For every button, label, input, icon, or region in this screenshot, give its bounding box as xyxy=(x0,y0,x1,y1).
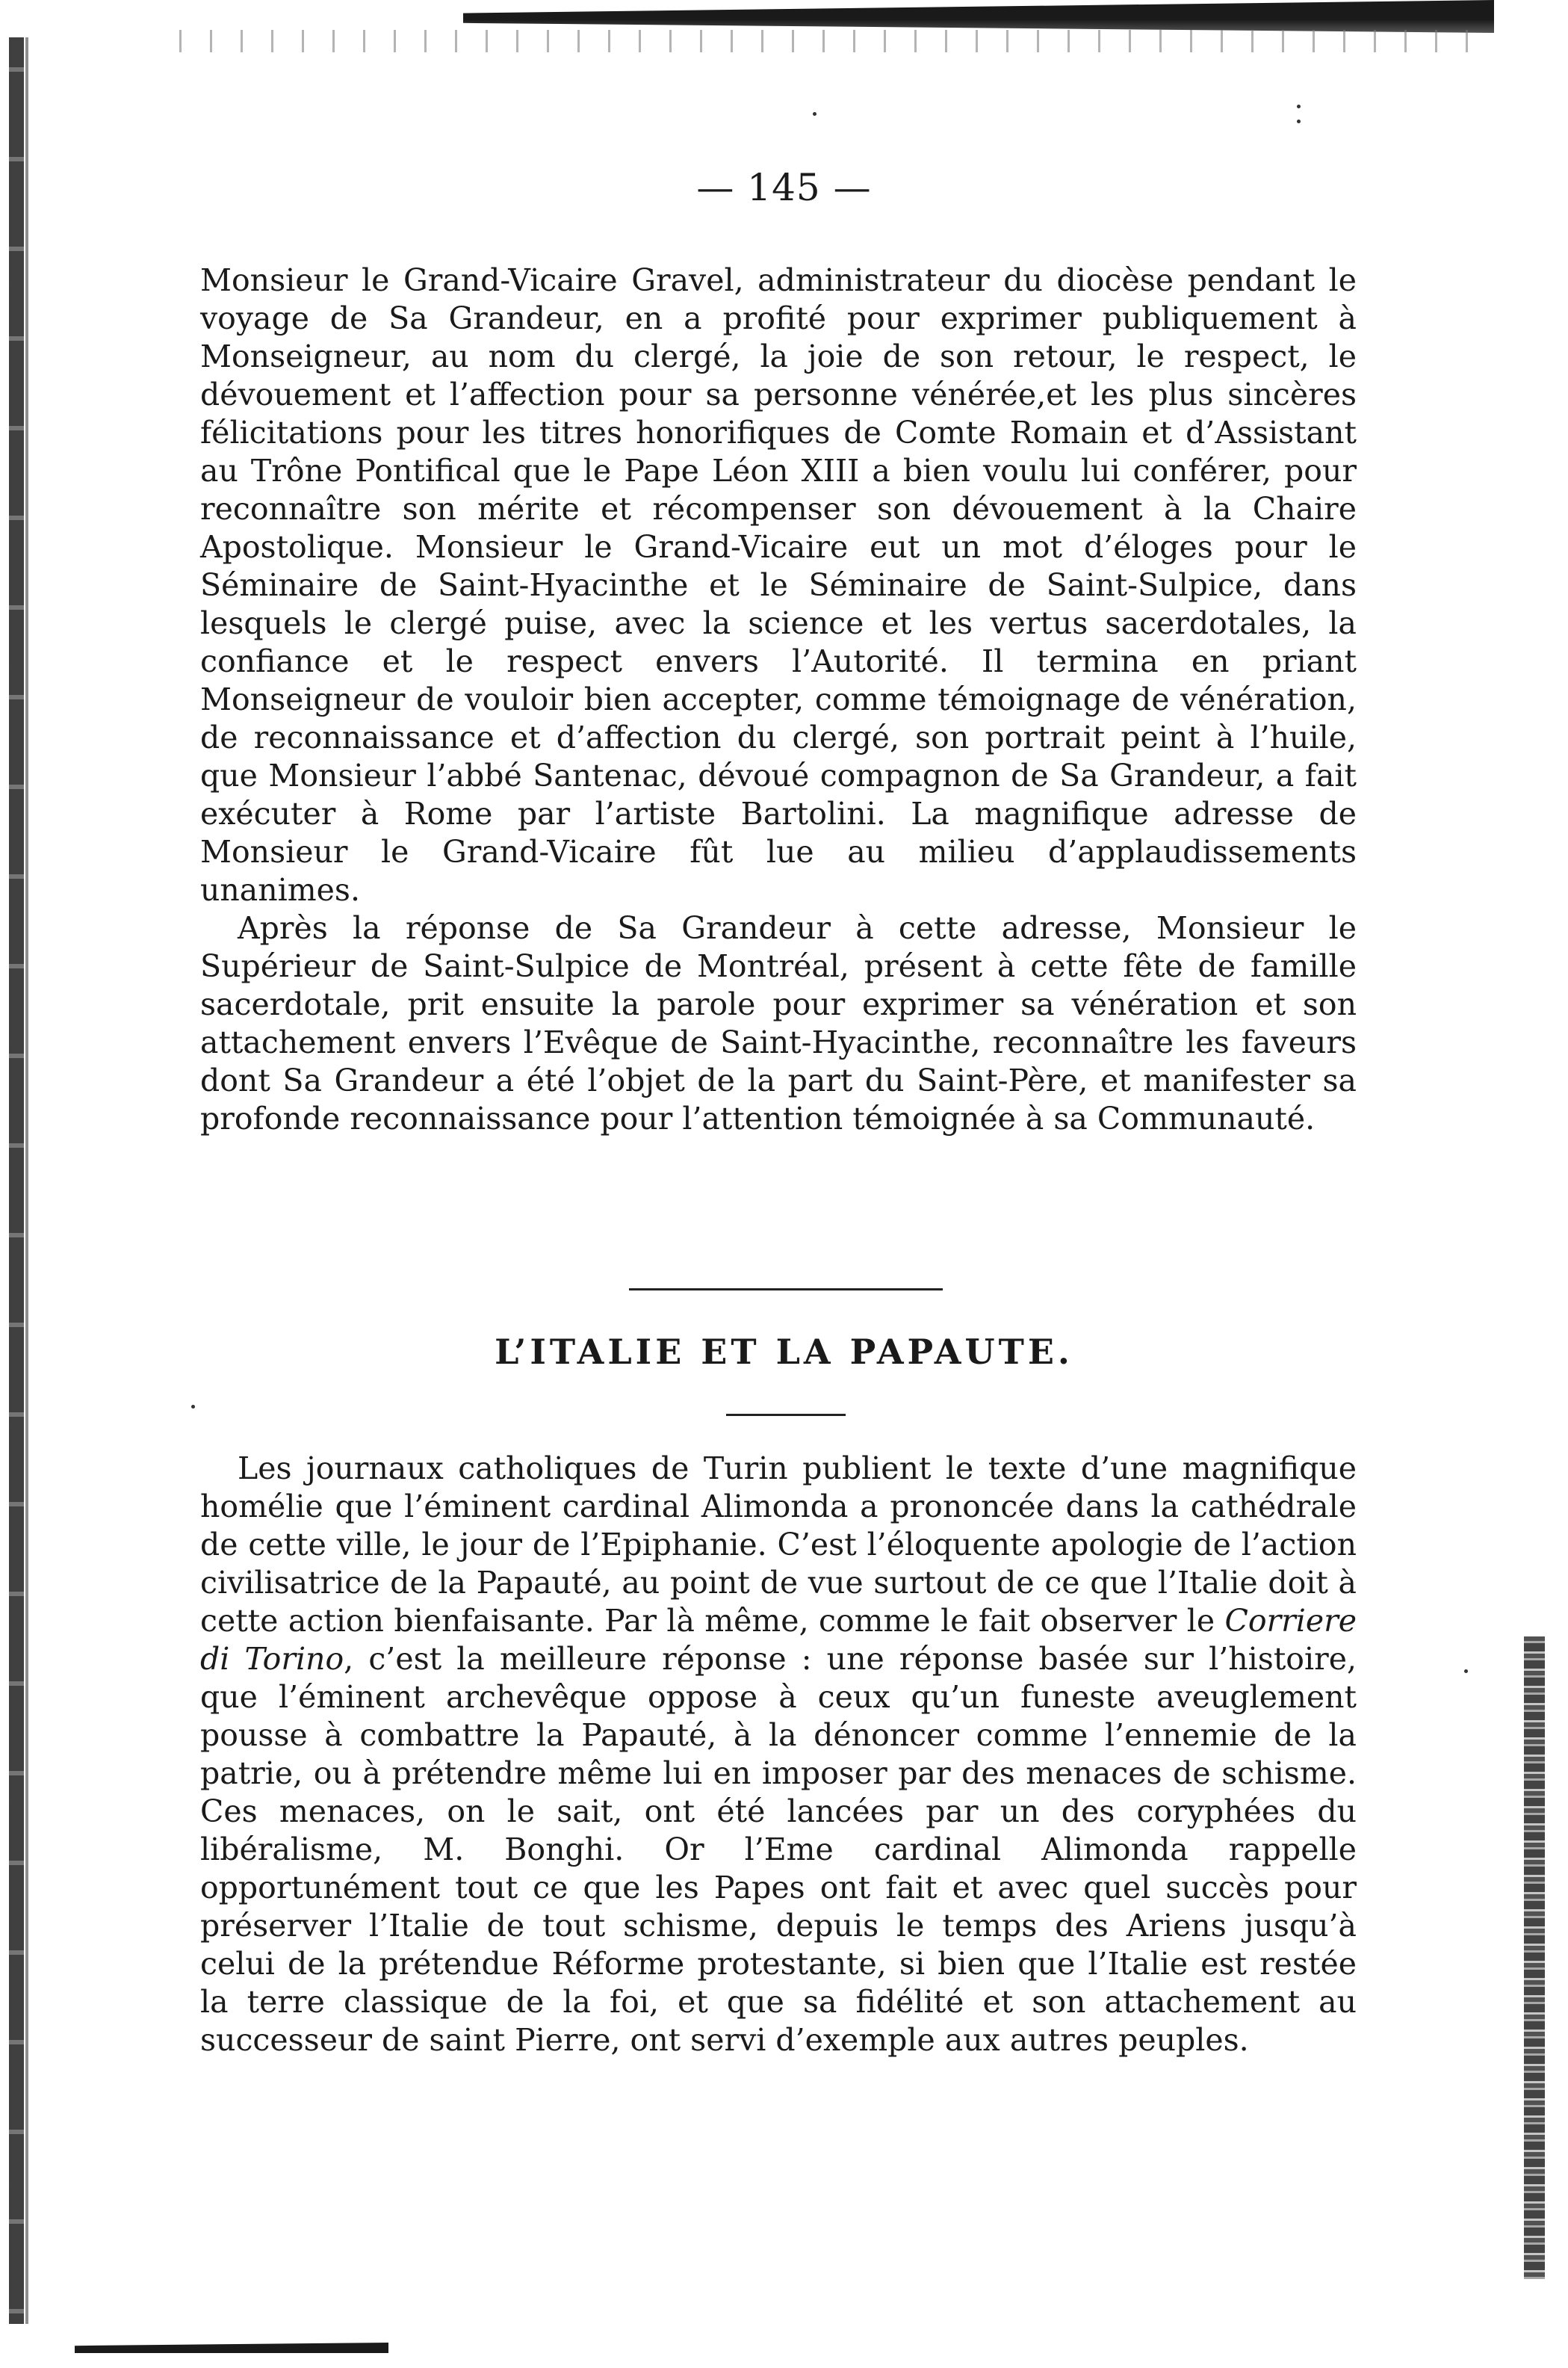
print-speck xyxy=(813,112,816,116)
scan-top-noise xyxy=(179,30,1494,52)
paragraph-text: , c’est la meilleure réponse : une réponse basée sur l’histoire, que l’éminent archevêque oppose à ceux qu’un funeste aveuglement pousse à combattre la Papauté, à la dénoncer comme l’ennemie de la patrie, ou à prétendre même lui en imposer par des menaces de schisme. Ces menaces, on le sait, ont été lancées par un des coryphées du libéralisme, M. Bonghi. Or l’Eme cardinal Alimonda rappelle opportunément tout ce que les Papes ont fait et avec quel succès pour préserver l’Italie de tout schisme, depuis le temps des Ariens jusqu’à celui de la prétendue Réforme protestante, si bien que l’Italie est restée la terre classique de la foi, et que sa fidélité et son attachement au successeur de saint Pierre, ont servi d’exemple aux autres peuples. xyxy=(200,1641,1357,2058)
print-speck xyxy=(191,1405,195,1409)
paragraph: Après la réponse de Sa Grandeur à cette adresse, Monsieur le Supérieur de Saint-Sulpice de Montréal, présent à cette fête de famille sacerdotale, prit ensuite la parole pour exprimer sa vénération et son attachement envers l’Evêque de Saint-Hyacinthe, reconnaître les faveurs dont Sa Grandeur a été l’objet de la part du Saint-Père, et manifester sa profonde reconnaissance pour l’attention témoignée à sa Communauté. xyxy=(200,910,1357,1137)
paragraph-text: Les journaux catholiques de Turin publient le texte d’une magnifique homélie que l’éminent cardinal Alimonda a prononcée dans la cathédrale de cette ville, le jour de l’Epiphanie. C’est l’éloquente apologie de l’action civilisatrice de la Papauté, au point de vue surtout de ce que l’Italie doit à cette action bienfaisante. Par là même, comme le fait observer le xyxy=(200,1450,1357,1639)
paragraph xyxy=(200,1450,1357,2059)
title-underline xyxy=(726,1414,846,1416)
scan-left-edge xyxy=(9,37,24,2324)
article-body-section xyxy=(200,1450,1357,2059)
section-title: L’ITALIE ET LA PAPAUTE. xyxy=(495,1332,1073,1372)
article-body-top xyxy=(200,262,1357,1138)
newspaper-title: Corriere di Torino xyxy=(200,1603,1357,1677)
print-speck xyxy=(1297,105,1301,108)
scan-bottom-rule xyxy=(75,2343,388,2353)
scan-right-edge xyxy=(1524,1636,1545,2279)
page-number: — 145 — xyxy=(696,166,872,209)
print-speck xyxy=(1464,1669,1468,1673)
scan-left-edge-line xyxy=(25,37,28,2324)
paragraph: Monsieur le Grand-Vicaire Gravel, administrateur du diocèse pendant le voyage de Sa Grandeur, en a profité pour exprimer publiquement à Monseigneur, au nom du clergé, la joie de son retour, le respect, le dévouement et l’affection pour sa personne vénérée,et les plus sincères félicitations pour les titres honorifiques de Comte Romain et d’Assistant au Trône Pontifical que le Pape Léon XIII a bien voulu lui conférer, pour reconnaître son mérite et récompenser son dévouement à la Chaire Apostolique. Monsieur le Grand-Vicaire eut un mot d’éloges pour le Séminaire de Saint-Hyacinthe et le Séminaire de Saint-Sulpice, dans lesquels le clergé puise, avec la science et les vertus sacerdotales, la confiance et le respect envers l’Autorité. Il termina en priant Monseigneur de vouloir bien accepter, comme témoignage de vénération, de reconnaissance et d’affection du clergé, son portrait peint à l’huile, que Monsieur l’abbé Santenac, dévoué compagnon de Sa Grandeur, a fait exécuter à Rome par l’artiste Bartolini. La magnifique adresse de Monsieur le Grand-Vicaire fût lue au milieu d’applaudissements unanimes. xyxy=(200,262,1357,908)
print-speck xyxy=(1297,120,1301,123)
section-divider xyxy=(629,1288,943,1290)
scan-top-rule xyxy=(463,0,1494,33)
